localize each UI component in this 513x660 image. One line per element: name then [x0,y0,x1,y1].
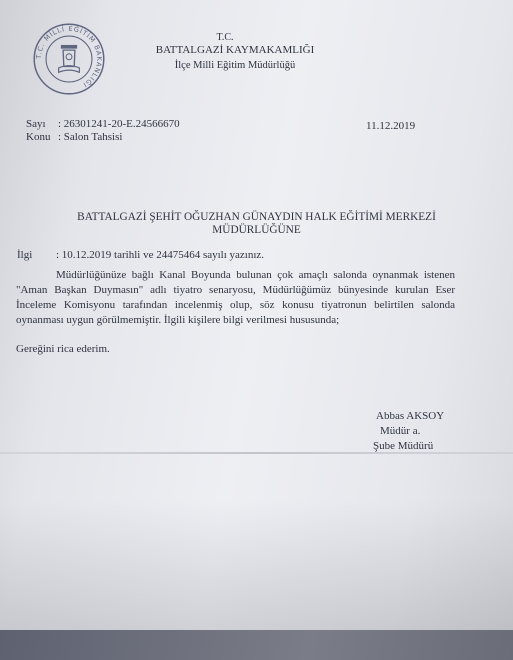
konu-value: : Salon Tahsisi [58,131,123,143]
closing-line: Gereğini rica ederim. [16,343,110,355]
document-date: 11.12.2019 [366,120,416,132]
background-surface [0,630,513,660]
header-tc: T.C. [216,32,234,43]
header-kaymakamlik: BATTALGAZİ KAYMAKAMLIĞI [155,44,315,56]
paper-fold-line [0,452,513,454]
sayi-value: : 26301241-20-E.24566670 [58,118,180,130]
ilgi-label: İlgi [17,249,33,261]
signatory-title-2: Şube Müdürü [373,440,434,452]
letter-body [16,268,455,328]
body-paragraph: Müdürlüğünüze bağlı Kanal Boyunda bulunan çok amaçlı salonda oynanmak istenen "Aman Başkan Duymasın" adlı tiyatro senaryosu, Müdürlüğümüz bünyesinde kurulan Eser İnceleme Komisyonu tarafından incelenmiş olup, söz konusu tiyatronun belirtilen salonda oynanması uygun görülmemiştir. İlgili kişilere bilgi verilmesi hususunda; [16,269,455,326]
signatory-title-1: Müdür a. [380,425,421,437]
recipient-line-1: BATTALGAZİ ŞEHİT OĞUZHAN GÜNAYDIN HALK EĞİTİMİ MERKEZİ [77,211,436,223]
svg-text:T.C. MİLLİ EĞİTİM BAKANLIĞI: T.C. MİLLİ EĞİTİM BAKANLIĞI [34,24,104,90]
ministry-seal-logo [32,22,106,96]
sayi-label: Sayı [26,118,46,130]
ilgi-value: : 10.12.2019 tarihli ve 24475464 sayılı yazınız. [56,249,265,261]
recipient-line-2: MÜDÜRLÜĞÜNE [212,224,301,236]
signatory-name: Abbas AKSOY [376,410,445,422]
header-directorate: İlçe Milli Eğitim Müdürlüğü [174,60,296,71]
konu-label: Konu [26,131,51,143]
